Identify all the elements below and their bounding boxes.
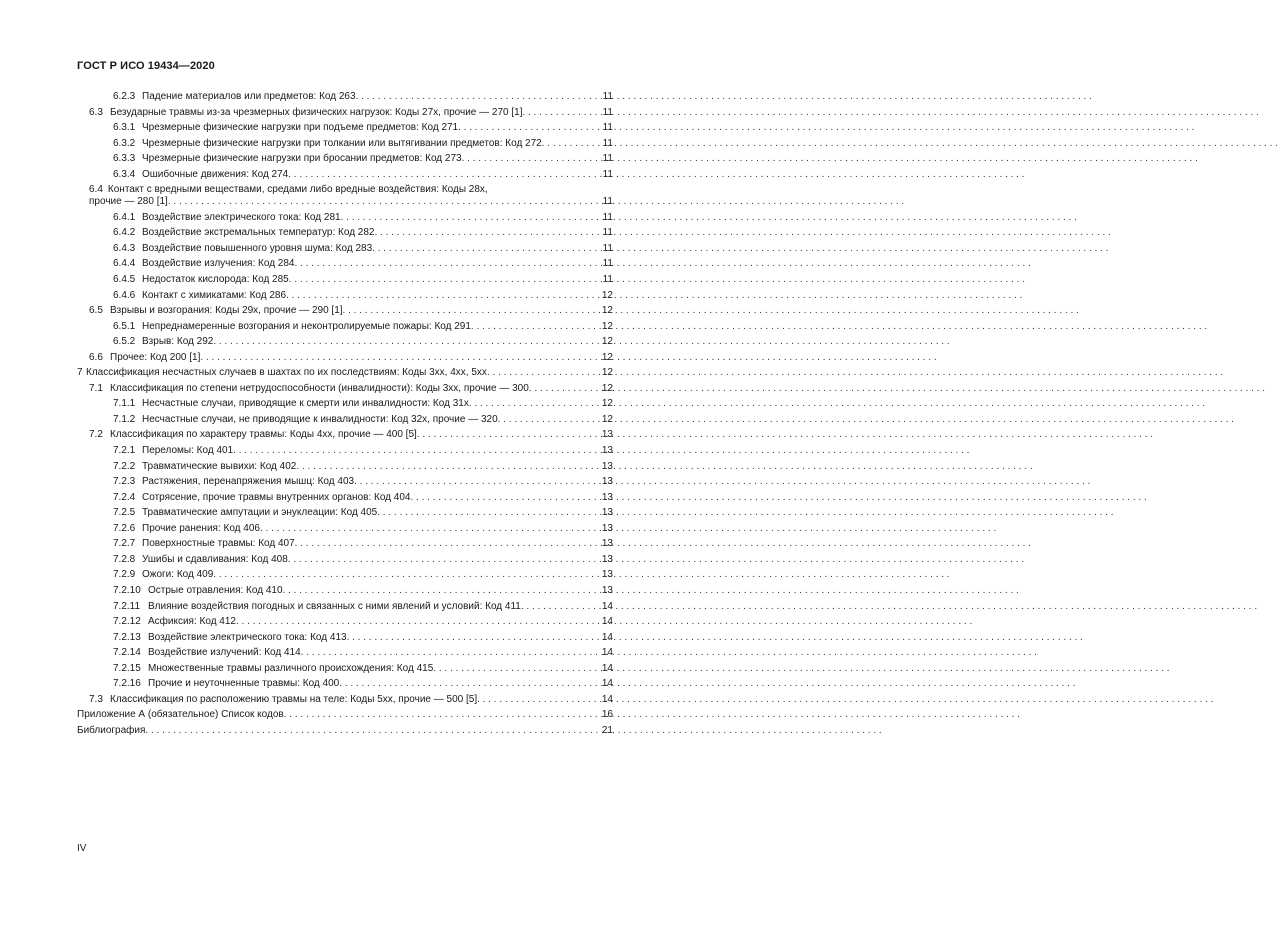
toc-page-number: 11 [602,106,613,118]
toc-entry-label [113,227,375,239]
toc-page-number: 12 [601,367,613,379]
toc-page-number: 14 [601,662,613,674]
toc-page-number: 11 [602,168,613,180]
toc-leader-dots [295,538,601,550]
toc-entry[interactable] [89,352,613,364]
toc-entry-label [113,538,295,550]
toc-entry-number: 6.4.6 [113,289,136,301]
toc-entry[interactable] [113,169,613,181]
toc-entry[interactable] [113,122,613,134]
toc-entry-title: Воздействие излучения: Код 284 [142,258,295,270]
toc-entry-title: Растяжения, перенапряжения мышц: Код 403 [142,476,355,488]
toc-page-number: 14 [601,631,613,643]
toc-entry-label [77,367,487,379]
toc-entry-label [89,352,200,364]
toc-leader-dots [283,585,601,597]
toc-entry[interactable] [113,274,613,286]
toc-entry-label [113,290,286,302]
toc-entry-number: 7.1.1 [113,398,136,410]
toc-leader-dots [289,274,602,286]
toc-entry-number: 6.3.1 [113,122,136,134]
toc-entry[interactable] [113,663,613,675]
toc-page-number: 11 [602,242,613,254]
toc-leader-dots [288,554,601,566]
toc-leader-dots [288,169,601,181]
toc-entry-number: 7.2.1 [113,445,136,457]
toc-entry[interactable] [113,227,613,239]
toc-entry-title: Воздействие повышенного уровня шума: Код 283 [142,242,373,254]
toc-entry-number: 6.3.4 [113,168,136,180]
toc-page-number: 13 [601,429,613,441]
toc-entry[interactable] [113,138,613,150]
toc-entry[interactable] [113,414,613,426]
toc-entry-label [113,476,354,488]
toc-entry-title: Переломы: Код 401 [142,445,234,457]
toc-page-number: 12 [601,413,613,425]
toc-entry-label [113,138,542,150]
toc-entry-label [89,694,477,706]
toc-entry-label [113,212,341,224]
toc-page-number: 13 [601,445,613,457]
toc-page-number: 13 [601,584,613,596]
toc-entry-label [113,461,296,473]
toc-leader-dots [469,398,601,410]
toc-page-number: 12 [601,305,613,317]
toc-entry-number: 7.2.16 [113,678,141,690]
toc-leader-dots [339,678,601,690]
toc-entry-number: 6.4.4 [113,258,136,270]
toc-entry[interactable] [113,647,613,659]
toc-entry-number: 6.2.3 [113,91,136,102]
toc-entry[interactable] [89,305,613,317]
toc-entry-title: Взрыв: Код 292 [142,336,214,348]
toc-entry-number: 7.1.2 [113,413,136,425]
toc-entry-title: Несчастные случаи, не приводящие к инвалидности: Код 32х, прочие — 320 [142,413,498,425]
toc-leader-dots [341,212,602,224]
toc-entry-number: 6.5 [89,305,103,317]
toc-entry[interactable] [113,554,613,566]
toc-entry[interactable] [89,107,613,119]
toc-page-number: 14 [601,616,613,628]
toc-entry-title: Воздействие излучений: Код 414 [148,647,301,659]
toc-entry-label [113,321,471,333]
toc-entry-number: 7.2.9 [113,569,136,581]
toc-entry-number: 6.3.2 [113,137,136,149]
toc-page-number: 21 [601,724,613,736]
toc-entry-label [77,725,145,737]
toc-entry-number: 6.4 [89,184,103,196]
toc-entry-number: 7.2.11 [113,600,141,612]
toc-entry[interactable] [89,184,613,208]
toc-page-number: 12 [601,289,613,301]
toc-page-number: 11 [602,122,613,134]
toc-leader-dots [343,305,601,317]
toc-page-number: 13 [601,460,613,472]
toc-page-number: 12 [601,351,613,363]
toc-entry-title: Классификация по расположению травмы на теле: Коды 5хх, прочие — 500 [5] [110,693,478,705]
toc-entry[interactable] [113,632,613,644]
toc-page-number: 14 [601,647,613,659]
toc-entry[interactable] [89,694,613,706]
toc-entry[interactable] [113,523,613,535]
toc-page-number: 14 [601,693,613,705]
toc-entry-number: 7.2.12 [113,616,141,628]
toc-entry-title: Контакт с вредными веществами, средами либо вредные воздействия: Коды 28х, [107,184,488,196]
toc-entry[interactable] [89,383,613,395]
toc-entry-title: Несчастные случаи, приводящие к смерти или инвалидности: Код 31х [142,398,469,410]
toc-entry-title: Падение материалов или предметов: Код 263 [142,91,356,102]
toc-entry[interactable] [113,91,613,103]
toc-page-number: 11 [602,211,613,223]
toc-leader-dots [523,107,602,119]
toc-page-number: 14 [601,678,613,690]
toc-entry-label [113,91,356,103]
toc-entry-number: 6.4.5 [113,274,136,286]
toc-entry-label [89,429,417,441]
toc-entry-title: Чрезмерные физические нагрузки при бросании предметов: Код 273 [142,153,462,165]
toc-entry-number: 7.2.7 [113,538,136,550]
toc-entry-label [113,632,347,644]
toc-entry[interactable] [113,585,613,597]
toc-page-number: 12 [601,336,613,348]
toc-entry[interactable] [113,153,613,165]
toc-entry-number: 6.5.1 [113,320,136,332]
toc-entry-title: Множественные травмы различного происхождения: Код 415 [148,662,434,674]
toc-leader-dots [296,461,601,473]
toc-entry-label [113,507,377,519]
toc-entry-label [77,709,284,721]
toc-entry[interactable] [113,461,613,473]
toc-leader-dots [433,663,601,675]
toc-entry[interactable] [113,601,613,613]
toc-entry-number: 6.3 [89,106,103,118]
toc-entry-label [113,492,410,504]
toc-entry[interactable] [113,507,613,519]
toc-page-number: 13 [601,476,613,488]
toc-entry-label [89,383,529,395]
toc-page-number: 11 [602,91,613,102]
toc-entry[interactable] [113,678,613,690]
toc-page-number: 13 [601,538,613,550]
toc-entry-title: Асфиксия: Код 412 [148,616,236,628]
toc-entry-title: Классификация несчастных случаев в шахтах по их последствиям: Коды 3хх, 4хх, 5хх [86,367,487,379]
toc-entry-title: Непреднамеренные возгорания и неконтролируемые пожары: Код 291 [142,320,471,332]
toc-entry[interactable] [77,367,613,379]
toc-leader-dots [284,709,601,721]
toc-entry-label [113,169,288,181]
toc-entry-label [113,122,458,134]
toc-leader-dots [213,336,601,348]
toc-entry-title: Поверхностные травмы: Код 407 [142,538,295,550]
toc-entry-number: 7.1 [89,382,103,394]
toc-page-number: 12 [601,398,613,410]
toc-entry-label [113,554,288,566]
toc-entry-label [113,678,339,690]
toc-entry-title: Острые отравления: Код 410 [148,584,283,596]
toc-leader-dots [356,91,602,103]
toc-entry-number: 7.2.13 [113,631,141,643]
toc-leader-dots [458,122,601,134]
toc-page-number: 13 [601,569,613,581]
toc-entry-title: Сотрясение, прочие травмы внутренних органов: Код 404 [142,491,411,503]
toc-entry-number: 7.2.10 [113,584,141,596]
toc-entry[interactable] [113,445,613,457]
toc-entry[interactable] [113,243,613,255]
toc-leader-dots [372,243,601,255]
document-header: ГОСТ Р ИСО 19434—2020 [77,60,215,72]
toc-entry-label [113,616,236,628]
toc-entry-label [89,305,343,317]
toc-page-number: 11 [602,196,613,208]
toc-entry-label [113,523,260,535]
toc-entry[interactable] [113,616,613,628]
toc-leader-dots [354,476,601,488]
toc-entry-title: Травматические ампутации и энуклеации: Код 405 [142,507,378,519]
toc-entry[interactable] [113,336,613,348]
toc-leader-dots [375,227,602,239]
toc-leader-dots [145,725,600,737]
toc-entry[interactable] [89,429,613,441]
toc-leader-dots [477,694,601,706]
toc-leader-dots [295,258,602,270]
toc-entry-number: 7.2.8 [113,553,136,565]
toc-entry-title: Контакт с химикатами: Код 286 [142,289,287,301]
toc-entry-number: 7.2.15 [113,662,141,674]
toc-leader-dots [301,647,601,659]
toc-entry-label [113,398,469,410]
toc-entry-number: 6.4.3 [113,242,136,254]
toc-entry-title: Безударные травмы из-за чрезмерных физических нагрузок: Коды 27х, прочие — 270 [1] [110,106,523,118]
toc-entry-title: Прочее: Код 200 [1] [110,351,201,363]
toc-leader-dots [200,352,601,364]
toc-entry-title: Классификация по характеру травмы: Коды 4хх, прочие — 400 [5] [110,429,417,441]
toc-page-number: 13 [601,507,613,519]
toc-entry-number: 7.3 [89,693,103,705]
toc-leader-dots [236,616,601,628]
toc-entry-label [89,107,523,119]
toc-entry-title: Прочие ранения: Код 406 [142,522,260,534]
toc-entry-title: Ушибы и сдавливания: Код 408 [142,553,288,565]
toc-entry[interactable] [113,476,613,488]
toc-entry-label [113,585,283,597]
toc-entry-label [113,663,433,675]
table-of-contents [0,91,661,740]
toc-entry-label [113,243,372,255]
toc-entry-title: Ожоги: Код 409 [142,569,214,581]
toc-entry-title: Влияние воздействия погодных и связанных с ними явлений и условий: Код 411 [148,600,521,612]
toc-page-number: 11 [602,137,613,149]
toc-entry-number: 7.2.2 [113,460,136,472]
page-number: IV [77,843,87,854]
toc-entry-title: Взрывы и возгорания: Коды 29х, прочие — 290 [1] [110,305,343,317]
toc-entry-number: 6.5.2 [113,336,136,348]
toc-leader-dots [213,569,601,581]
toc-page-number: 11 [602,274,613,286]
toc-entry-number: 6.4.1 [113,211,136,223]
toc-entry-label [113,153,462,165]
toc-entry[interactable] [113,290,613,302]
toc-leader-dots [417,429,601,441]
toc-leader-dots [498,414,601,426]
toc-entry-label [113,569,213,581]
toc-entry-title: Воздействие экстремальных температур: Код 282 [142,227,375,239]
toc-entry-title: Воздействие электрического тока: Код 281 [142,211,341,223]
toc-entry[interactable] [77,725,613,737]
toc-leader-dots [542,138,602,150]
toc-leader-dots [377,507,601,519]
toc-page-number: 11 [602,258,613,270]
toc-entry-label [113,601,521,613]
toc-leader-dots [521,601,601,613]
toc-page-number: 11 [602,153,613,165]
toc-page-number: 16 [601,709,613,721]
toc-entry-label [113,258,295,270]
toc-entry-title: Библиография [77,724,146,736]
toc-entry[interactable] [113,258,613,270]
toc-page-number: 14 [601,600,613,612]
toc-leader-dots [471,321,601,333]
toc-page-number: 12 [601,382,613,394]
toc-entry-number: 6.4.2 [113,227,136,239]
toc-entry-title: Чрезмерные физические нагрузки при толкании или вытягивании предметов: Код 272 [142,137,542,149]
toc-page-number: 13 [601,491,613,503]
toc-page-number: 11 [602,227,613,239]
toc-leader-dots [462,153,602,165]
toc-entry-title: Ошибочные движения: Код 274 [142,168,289,180]
toc-entry-number: 6.6 [89,351,103,363]
toc-entry-title-line1 [89,184,613,196]
toc-entry[interactable] [113,569,613,581]
toc-entry-title: Недостаток кислорода: Код 285 [142,274,289,286]
toc-entry-title: Приложение А (обязательное) Список кодов [77,709,284,721]
toc-entry-title: Воздействие электрического тока: Код 413 [148,631,347,643]
toc-entry[interactable] [113,398,613,410]
toc-entry[interactable] [113,212,613,224]
toc-entry-number: 7.2 [89,429,103,441]
toc-leader-dots [410,492,600,504]
toc-entry-title: Травматические вывихи: Код 402 [142,460,297,472]
toc-entry-title: Чрезмерные физические нагрузки при подъеме предметов: Код 271 [142,122,459,134]
toc-entry-number: 7.2.6 [113,522,136,534]
toc-entry-label [113,647,301,659]
toc-leader-dots [168,196,602,208]
toc-leader-dots [487,367,601,379]
toc-entry-title: Прочие и неуточненные травмы: Код 400 [148,678,340,690]
toc-entry-number: 7.2.3 [113,476,136,488]
toc-entry-number: 6.3.3 [113,153,136,165]
toc-entry-label [113,274,289,286]
toc-entry-label [113,445,233,457]
toc-leader-dots [347,632,601,644]
toc-page-number: 13 [601,553,613,565]
toc-entry-label [113,336,213,348]
toc-entry[interactable] [77,709,613,721]
toc-entry-number: 7.2.4 [113,491,136,503]
toc-entry-number: 7.2.14 [113,647,141,659]
toc-leader-dots [529,383,601,395]
toc-entry-number: 7 [77,367,83,379]
toc-entry-number: 7.2.5 [113,507,136,519]
toc-leader-dots [233,445,601,457]
toc-leader-dots [260,523,601,535]
toc-page-number: 12 [601,320,613,332]
toc-leader-dots [286,290,601,302]
toc-entry[interactable] [113,538,613,550]
toc-page-number: 13 [601,522,613,534]
toc-entry[interactable] [113,492,613,504]
toc-entry[interactable] [113,321,613,333]
toc-entry-title: Классификация по степени нетрудоспособности (инвалидности): Коды 3хх, прочие — 300 [110,382,529,394]
toc-entry-title-line2: прочие — 280 [1] [89,196,168,208]
toc-entry-label [113,414,498,426]
